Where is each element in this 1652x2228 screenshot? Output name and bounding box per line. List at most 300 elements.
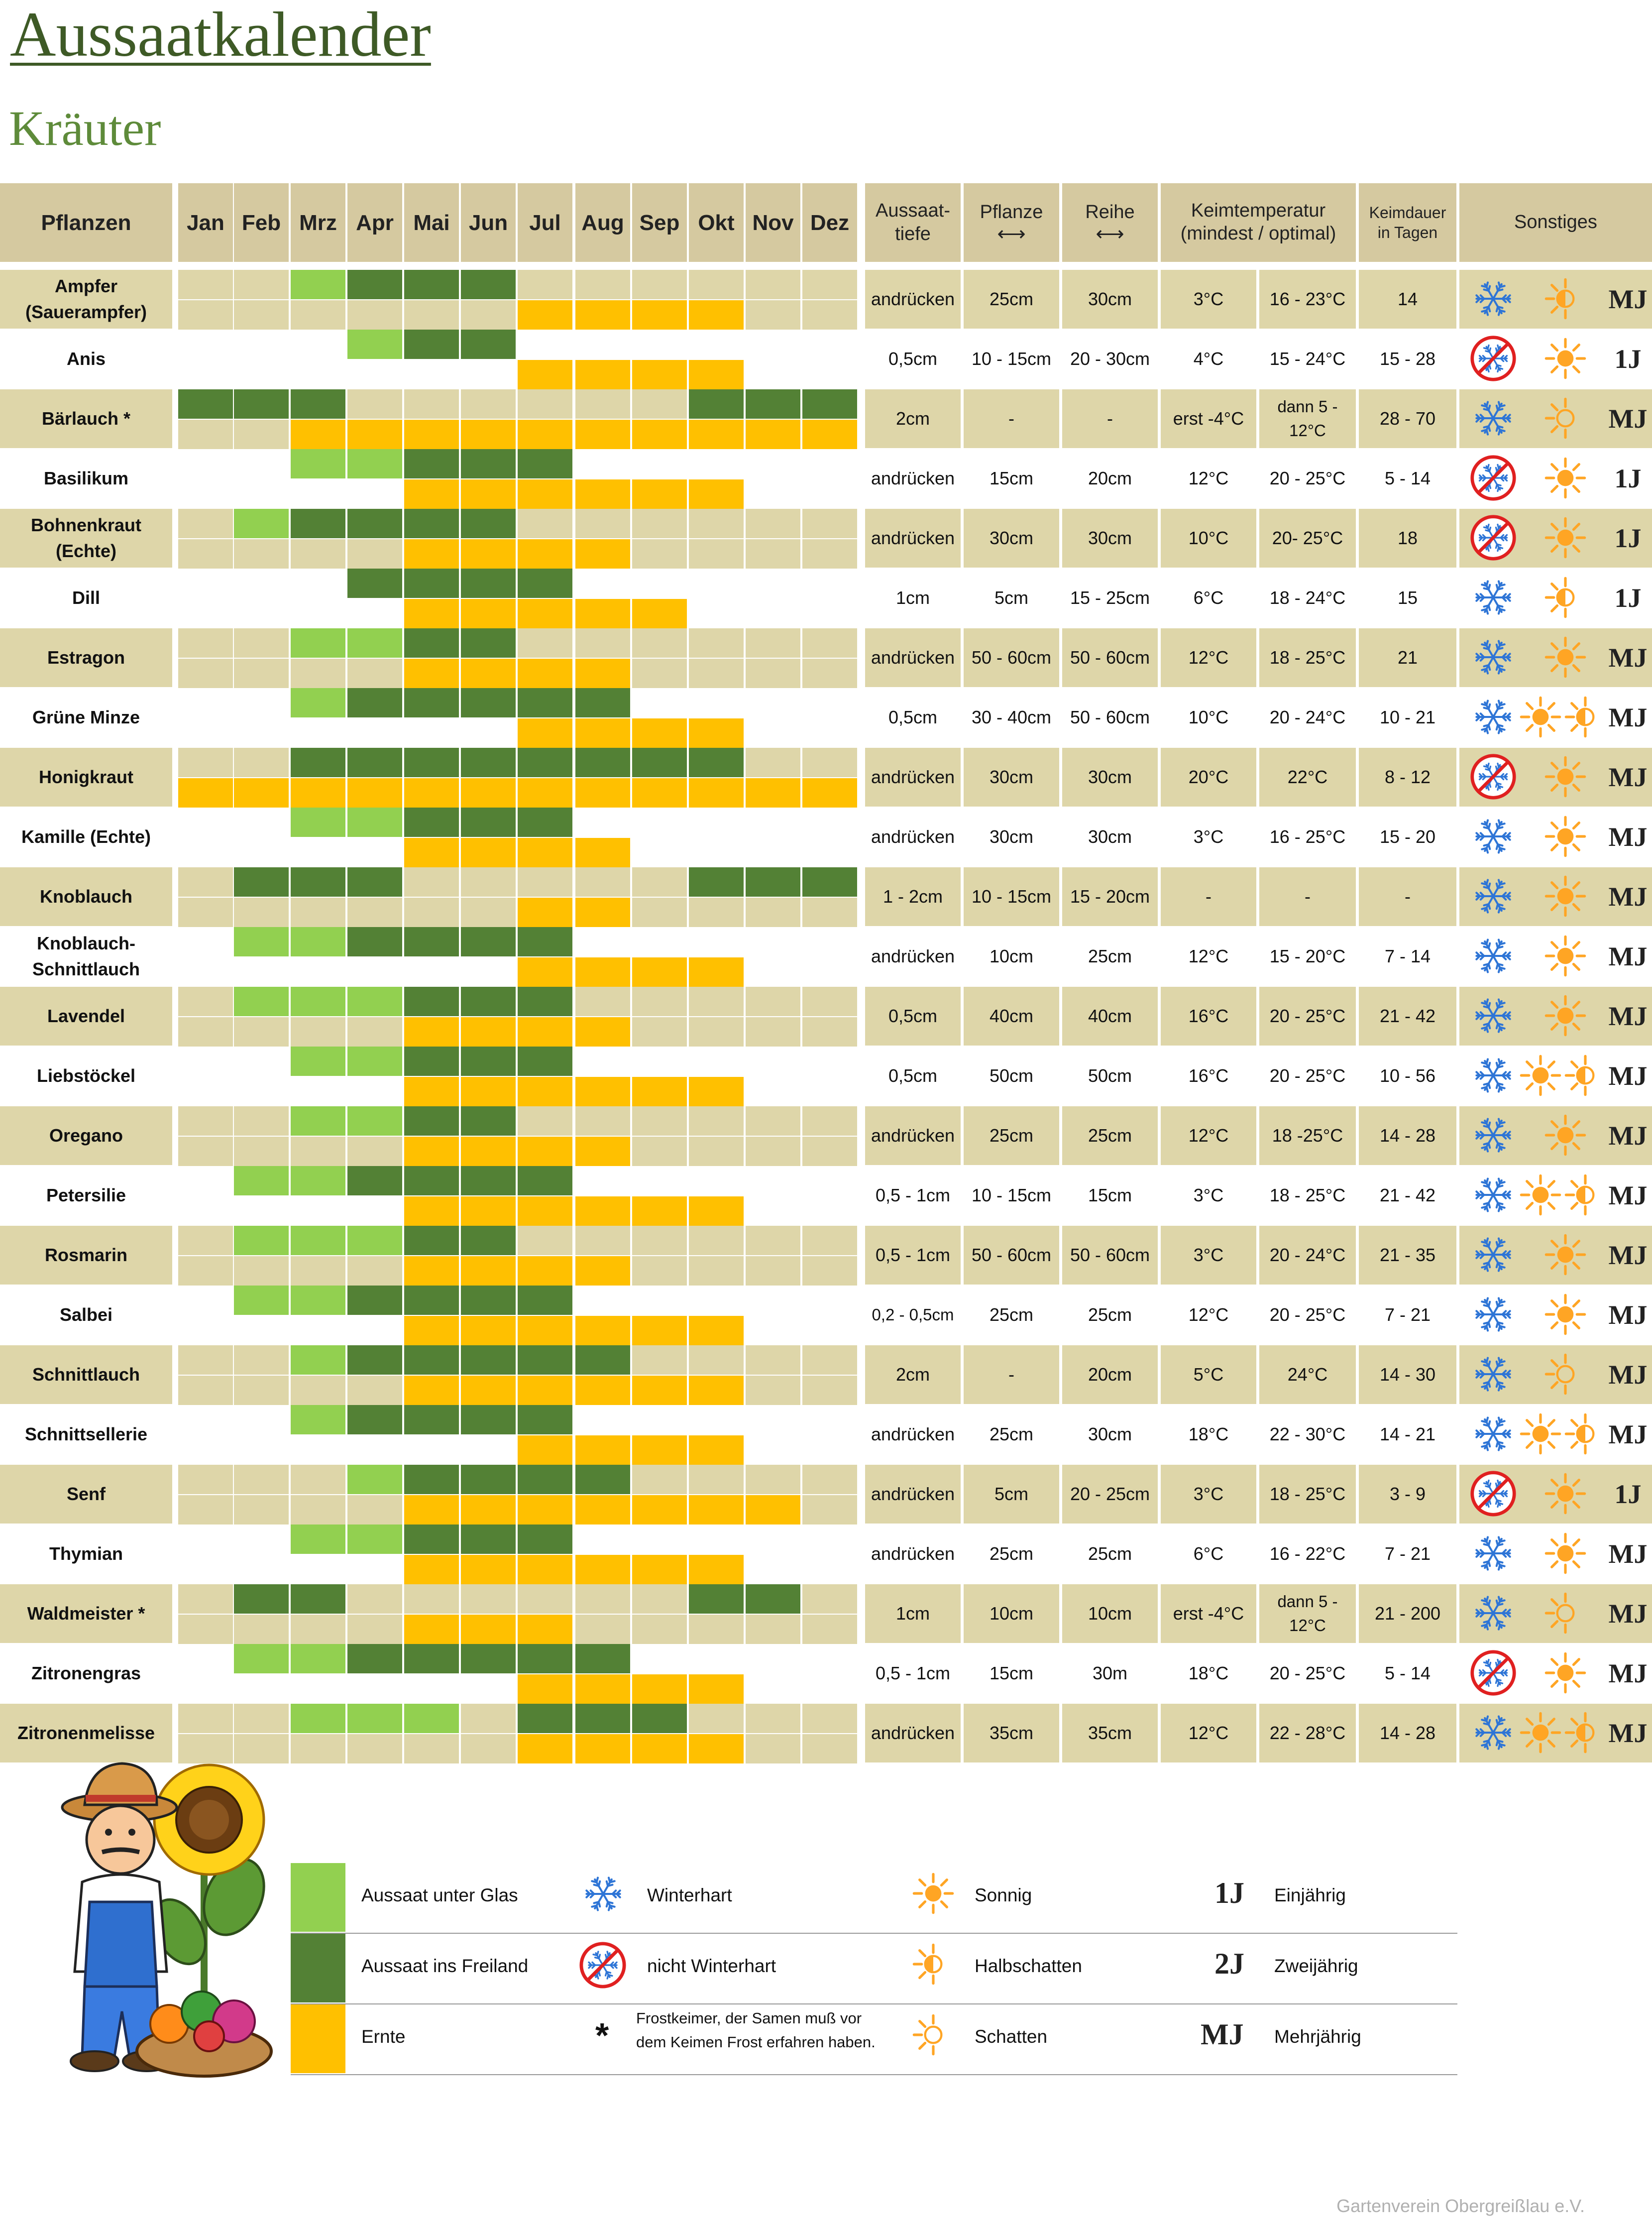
month-cell-sowing (689, 1106, 744, 1136)
month-cell-sowing (404, 628, 459, 658)
month-cell-harvest (291, 1435, 345, 1465)
month-cell-harvest (234, 479, 289, 509)
snowflake-icon (1469, 574, 1517, 621)
month-cell-sowing (746, 270, 800, 299)
month-cell-harvest (291, 1316, 345, 1345)
month-cell-harvest (291, 300, 345, 330)
month-cell-harvest (347, 957, 402, 987)
month-cell-harvest (518, 1734, 572, 1763)
cell-pflanze-text: 10 - 15cm (971, 348, 1052, 369)
month-cell-harvest (404, 1256, 459, 1286)
cell-tmin-text: 12°C (1188, 1722, 1229, 1743)
month-cell-sowing (291, 808, 345, 837)
month-cell-harvest (518, 1316, 572, 1345)
month-cell-sowing (234, 1524, 289, 1554)
month-cell-sowing (802, 1405, 857, 1434)
cell-pflanze (964, 1584, 1059, 1643)
month-cell-harvest (178, 539, 233, 569)
header-month-mrz-text: Mrz (299, 210, 337, 235)
month-cell-harvest (518, 718, 572, 748)
month-cell-sowing (347, 1584, 402, 1614)
month-cell-harvest (404, 718, 459, 748)
month-cell-harvest (234, 957, 289, 987)
month-cell-harvest (178, 1196, 233, 1226)
cell-pflanze (964, 1345, 1059, 1404)
header-month-apr-text: Apr (356, 210, 394, 235)
cell-topt (1259, 1704, 1356, 1762)
legend-frostkeimer-label: Frostkeimer, der Samen muß vor dem Keimen Frost erfahren haben. (636, 2009, 876, 2051)
cell-topt-text: dann 5 - 12°C (1277, 397, 1338, 440)
month-cell-sowing (575, 270, 630, 299)
cell-pflanze-text: 25cm (989, 1423, 1034, 1444)
month-cell-harvest (575, 300, 630, 330)
cell-dauer (1359, 688, 1456, 747)
cell-tiefe-text: 1cm (895, 587, 930, 608)
header-keimtemp_line2: (mindest / optimal) (1180, 223, 1336, 244)
month-cell-sowing (518, 748, 572, 777)
cell-pflanze-text: 5cm (994, 587, 1028, 608)
month-cell-harvest (632, 360, 687, 389)
cell-tiefe-text: 0,5cm (888, 706, 938, 727)
month-cell-harvest (575, 420, 630, 449)
month-cell-harvest (461, 1615, 516, 1644)
month-cell-sowing (632, 270, 687, 299)
half-shade-icon (1564, 1412, 1607, 1455)
month-cell-sowing (178, 1345, 233, 1375)
month-cell-harvest (234, 1017, 289, 1047)
month-cell-sowing (746, 569, 800, 598)
month-cell-sowing (347, 628, 402, 658)
month-cell-sowing (689, 987, 744, 1016)
month-cell-sowing (404, 569, 459, 598)
cell-dauer (1359, 1345, 1456, 1404)
month-cell-sowing (802, 569, 857, 598)
month-cell-sowing (404, 1047, 459, 1076)
month-cell-harvest (518, 1376, 572, 1405)
month-cell-harvest (746, 360, 800, 389)
no-snowflake-icon (1469, 335, 1517, 382)
month-cell-harvest (746, 838, 800, 867)
month-cell-harvest (461, 659, 516, 688)
cell-sonstiges (1459, 1524, 1652, 1583)
month-cell-harvest (404, 1615, 459, 1644)
month-cell-harvest (234, 898, 289, 927)
month-cell-sowing (518, 1286, 572, 1315)
month-cell-harvest (234, 420, 289, 449)
month-cell-harvest (575, 1734, 630, 1763)
cell-sonstiges (1459, 1047, 1652, 1105)
month-cell-harvest (575, 1495, 630, 1524)
cell-pflanze (964, 509, 1059, 568)
cell-reihe (1062, 748, 1158, 807)
month-cell-sowing (234, 628, 289, 658)
month-cell-sowing (178, 1047, 233, 1076)
cell-tiefe (865, 1106, 961, 1165)
plant-name (0, 1584, 172, 1643)
cell-sonstiges (1459, 270, 1652, 329)
cell-dauer (1359, 449, 1456, 508)
cell-reihe (1062, 1166, 1158, 1225)
month-cell-harvest (234, 300, 289, 330)
cell-topt (1259, 1166, 1356, 1225)
cell-pflanze-text: 10 - 15cm (971, 886, 1052, 907)
cell-tiefe-text: andrücken (871, 826, 955, 847)
month-cell-harvest (689, 420, 744, 449)
duration-label: MJ (1608, 762, 1648, 792)
month-cell-harvest (518, 1674, 572, 1704)
cell-pflanze-text: 15cm (989, 1662, 1034, 1683)
month-cell-harvest (632, 1017, 687, 1047)
month-cell-sowing (575, 1405, 630, 1434)
month-cell-sowing (347, 1047, 402, 1076)
cell-topt-text: 18 - 25°C (1269, 647, 1346, 668)
month-cell-harvest (632, 1435, 687, 1465)
plant-name-text: Dill (72, 587, 100, 608)
plant-name (0, 1465, 172, 1524)
month-cell-sowing (575, 509, 630, 538)
cell-tiefe-text: andrücken (871, 1722, 955, 1743)
duration-label: MJ (1608, 822, 1648, 852)
no-snowflake-icon (1469, 1649, 1517, 1697)
month-cell-harvest (178, 957, 233, 987)
month-cell-sowing (802, 1345, 857, 1375)
sun-icon (1519, 696, 1562, 738)
month-cell-harvest (291, 1674, 345, 1704)
month-cell-sowing (291, 748, 345, 777)
month-cell-sowing (234, 1286, 289, 1315)
month-cell-harvest (461, 957, 516, 987)
month-cell-sowing (632, 1106, 687, 1136)
month-cell-harvest (746, 898, 800, 927)
plant-name-text: Honigkraut (38, 766, 133, 787)
month-cell-sowing (632, 927, 687, 956)
sun-icon (912, 1872, 955, 1915)
snowflake-icon (1469, 992, 1517, 1040)
month-cell-harvest (802, 539, 857, 569)
month-cell-harvest (802, 1555, 857, 1584)
month-cell-sowing (689, 1465, 744, 1494)
month-cell-sowing (461, 1047, 516, 1076)
month-cell-sowing (689, 628, 744, 658)
plant-name-text: Thymian (49, 1543, 123, 1564)
month-cell-harvest (802, 1077, 857, 1106)
month-cell-harvest (632, 539, 687, 569)
cell-tiefe (865, 449, 961, 508)
header-month-nov-text: Nov (752, 210, 794, 235)
month-cell-harvest (291, 1256, 345, 1286)
month-cell-sowing (632, 628, 687, 658)
month-cell-sowing (632, 449, 687, 478)
month-cell-harvest (178, 360, 233, 389)
snowflake-icon (1469, 394, 1517, 442)
snowflake-icon (1469, 1709, 1517, 1757)
month-cell-harvest (746, 1674, 800, 1704)
double-arrow-icon: ⟷ (997, 223, 1026, 245)
month-cell-harvest (347, 1674, 402, 1704)
month-cell-harvest (291, 539, 345, 569)
month-cell-harvest (575, 1256, 630, 1286)
month-cell-harvest (404, 1137, 459, 1166)
cell-tiefe-text: andrücken (871, 1543, 955, 1564)
sun-icon (1519, 1412, 1562, 1455)
month-cell-harvest (461, 718, 516, 748)
header-tiefe-text: Aussaat- tiefe (876, 200, 950, 244)
cell-dauer-text: 14 (1397, 288, 1418, 309)
cell-pflanze (964, 1704, 1059, 1762)
month-cell-harvest (234, 1615, 289, 1644)
plant-name (0, 449, 172, 508)
cell-dauer-text: 7 - 21 (1384, 1304, 1431, 1325)
month-cell-sowing (746, 808, 800, 837)
month-cell-sowing (518, 1106, 572, 1136)
month-cell-harvest (802, 1137, 857, 1166)
month-cell-sowing (291, 330, 345, 359)
cell-pflanze (964, 927, 1059, 986)
month-cell-harvest (234, 1137, 289, 1166)
month-cell-sowing (802, 1226, 857, 1255)
month-cell-sowing (291, 1524, 345, 1554)
month-cell-sowing (518, 449, 572, 478)
cell-reihe-text: 20cm (1088, 468, 1132, 488)
month-cell-harvest (461, 539, 516, 569)
cell-dauer-text: 21 (1397, 647, 1418, 668)
month-cell-sowing (347, 927, 402, 956)
month-cell-harvest (347, 1196, 402, 1226)
month-cell-harvest (746, 718, 800, 748)
cell-dauer (1359, 808, 1456, 866)
month-cell-harvest (802, 1674, 857, 1704)
month-cell-harvest (746, 1495, 800, 1524)
cell-tmin-text: 3°C (1193, 1244, 1224, 1265)
legend-swatch-ernte (291, 2004, 345, 2073)
month-cell-harvest (689, 1734, 744, 1763)
cell-topt (1259, 1465, 1356, 1524)
legend-schatten-label: Schatten (975, 2026, 1048, 2047)
cell-sonstiges (1459, 1465, 1652, 1524)
month-cell-harvest (404, 1017, 459, 1047)
cell-tiefe (865, 1047, 961, 1105)
month-cell-sowing (347, 748, 402, 777)
month-cell-sowing (518, 987, 572, 1016)
month-cell-harvest (802, 1017, 857, 1047)
month-cell-sowing (575, 449, 630, 478)
month-cell-harvest (575, 718, 630, 748)
cell-reihe (1062, 628, 1158, 687)
month-cell-harvest (347, 360, 402, 389)
month-cell-sowing (234, 987, 289, 1016)
cell-tmin-text: 10°C (1188, 706, 1229, 727)
header-month-okt-text: Okt (698, 210, 735, 235)
month-cell-sowing (234, 748, 289, 777)
cell-dauer (1359, 1584, 1456, 1643)
month-cell-harvest (518, 659, 572, 688)
cell-tiefe (865, 1644, 961, 1703)
cell-pflanze-text: 50 - 60cm (971, 647, 1052, 668)
cell-tmin-text: 12°C (1188, 1125, 1229, 1146)
month-cell-sowing (404, 1405, 459, 1434)
cell-tmin (1161, 628, 1256, 687)
cell-tmin-text: 3°C (1193, 288, 1224, 309)
month-cell-sowing (178, 808, 233, 837)
month-cell-harvest (347, 838, 402, 867)
cell-tmin-text: 18°C (1188, 1423, 1229, 1444)
month-cell-sowing (746, 1584, 800, 1614)
month-cell-harvest (802, 479, 857, 509)
month-cell-harvest (746, 659, 800, 688)
month-cell-sowing (178, 1405, 233, 1434)
cell-tiefe (865, 748, 961, 807)
cell-reihe (1062, 927, 1158, 986)
header-keimdauer (1359, 183, 1456, 262)
cell-tmin (1161, 270, 1256, 329)
month-cell-sowing (404, 867, 459, 897)
month-cell-harvest (632, 718, 687, 748)
header-plants-text: Pflanzen (41, 210, 131, 235)
cell-tmin (1161, 449, 1256, 508)
month-cell-harvest (802, 778, 857, 808)
month-cell-harvest (404, 539, 459, 569)
month-cell-harvest (575, 838, 630, 867)
plant-name-text: Senf (66, 1483, 106, 1504)
month-cell-harvest (689, 1196, 744, 1226)
cell-topt-text: 16 - 25°C (1269, 826, 1346, 847)
month-cell-harvest (518, 479, 572, 509)
cell-tiefe (865, 1226, 961, 1285)
cell-tmin-text: 5°C (1193, 1364, 1224, 1385)
legend-nicht-winterhart-label: nicht Winterhart (647, 1956, 776, 1976)
month-cell-sowing (347, 1704, 402, 1733)
plant-name-text: Bärlauch * (41, 408, 131, 429)
month-cell-sowing (404, 808, 459, 837)
duration-label: MJ (1608, 643, 1648, 673)
month-cell-harvest (632, 1555, 687, 1584)
cell-tmin (1161, 330, 1256, 388)
month-cell-sowing (461, 1106, 516, 1136)
month-cell-sowing (461, 688, 516, 717)
month-cell-sowing (347, 688, 402, 717)
cell-topt (1259, 389, 1356, 448)
month-cell-sowing (461, 1644, 516, 1673)
month-cell-sowing (518, 1226, 572, 1255)
month-cell-harvest (461, 778, 516, 808)
cell-pflanze-text: 40cm (989, 1005, 1034, 1026)
cell-tiefe-text: andrücken (871, 945, 955, 966)
cell-tmin-text: 6°C (1193, 587, 1224, 608)
cell-topt (1259, 867, 1356, 926)
cell-tiefe (865, 987, 961, 1046)
cell-tiefe (865, 867, 961, 926)
month-cell-harvest (178, 778, 233, 808)
plant-name-text: Schnittlauch (32, 1364, 140, 1385)
header-month-mai (404, 183, 459, 262)
month-cell-harvest (575, 1017, 630, 1047)
duration-label: MJ (1608, 1360, 1648, 1390)
duration-label: MJ (1608, 1718, 1648, 1748)
cell-tiefe-text: andrücken (871, 288, 955, 309)
plant-name-text: Knoblauch (40, 886, 132, 907)
month-cell-harvest (518, 1017, 572, 1047)
cell-pflanze-text: 30 - 40cm (971, 706, 1052, 727)
month-cell-harvest (404, 1316, 459, 1345)
month-cell-harvest (234, 1435, 289, 1465)
cell-tmin-text: 3°C (1193, 1184, 1224, 1205)
plant-name (0, 748, 172, 807)
month-cell-harvest (746, 420, 800, 449)
cell-reihe-text: 20 - 25cm (1070, 1483, 1150, 1504)
month-cell-harvest (632, 1137, 687, 1166)
plant-name-text: Waldmeister * (27, 1603, 145, 1624)
half-shade-icon (1544, 277, 1587, 320)
month-cell-harvest (178, 420, 233, 449)
month-cell-sowing (746, 867, 800, 897)
cell-dauer-text: 21 - 35 (1379, 1244, 1436, 1265)
month-cell-harvest (291, 1017, 345, 1047)
cell-reihe-text: 10cm (1088, 1603, 1132, 1624)
cell-dauer-text: 14 - 30 (1379, 1364, 1436, 1385)
month-cell-sowing (518, 808, 572, 837)
cell-tiefe (865, 688, 961, 747)
month-cell-harvest (518, 420, 572, 449)
cell-tmin-text: 16°C (1188, 1005, 1229, 1026)
month-cell-harvest (178, 1137, 233, 1166)
month-cell-sowing (461, 1286, 516, 1315)
header-tiefe (865, 183, 961, 262)
month-cell-sowing (746, 330, 800, 359)
duration-label: MJ (1608, 1180, 1648, 1210)
month-cell-harvest (575, 539, 630, 569)
plant-name (0, 1644, 172, 1703)
cell-tmin (1161, 509, 1256, 568)
shade-icon (1544, 1592, 1587, 1635)
month-cell-sowing (746, 987, 800, 1016)
cell-tmin-text: 3°C (1193, 826, 1224, 847)
month-cell-harvest (461, 1196, 516, 1226)
cell-topt-text: 20 - 25°C (1269, 1065, 1346, 1086)
plant-name-text: Zitronenmelisse (17, 1722, 155, 1743)
cell-pflanze-text: 10cm (989, 1603, 1034, 1624)
month-cell-sowing (575, 1106, 630, 1136)
month-cell-harvest (404, 1555, 459, 1584)
cell-tiefe (865, 509, 961, 568)
plant-name (0, 688, 172, 747)
month-cell-sowing (347, 449, 402, 478)
month-cell-sowing (178, 569, 233, 598)
month-cell-harvest (404, 360, 459, 389)
month-cell-sowing (575, 569, 630, 598)
cell-topt-text: 20 - 25°C (1269, 1662, 1346, 1683)
month-cell-harvest (632, 420, 687, 449)
month-cell-harvest (291, 957, 345, 987)
duration-label: MJ (1608, 1001, 1648, 1031)
cell-sonstiges (1459, 389, 1652, 448)
month-cell-harvest (461, 1137, 516, 1166)
cell-sonstiges (1459, 1704, 1652, 1762)
month-cell-sowing (404, 389, 459, 419)
duration-label: 1J (1614, 1479, 1642, 1509)
cell-dauer-text: 15 (1397, 587, 1418, 608)
month-cell-harvest (178, 1435, 233, 1465)
cell-dauer-text: 5 - 14 (1384, 1662, 1431, 1683)
month-cell-harvest (518, 300, 572, 330)
cell-reihe-text: 30m (1092, 1662, 1128, 1683)
cell-reihe-text: 30cm (1088, 766, 1132, 787)
month-cell-sowing (632, 1047, 687, 1076)
month-cell-sowing (689, 330, 744, 359)
header-month-feb-text: Feb (241, 210, 281, 235)
month-cell-sowing (461, 927, 516, 956)
cell-tmin (1161, 389, 1256, 448)
cell-pflanze (964, 748, 1059, 807)
